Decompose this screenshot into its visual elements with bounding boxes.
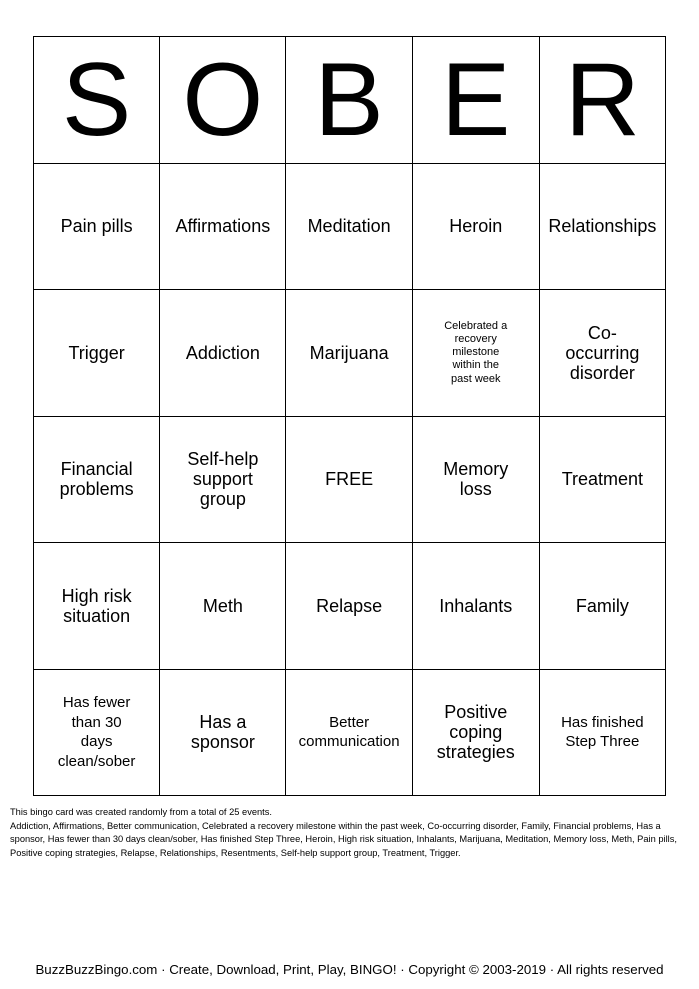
bingo-cell (34, 670, 160, 797)
cell-text: Has a sponsor (190, 712, 255, 753)
cell-text: FREE (325, 469, 374, 490)
header-letter: E (441, 41, 511, 158)
cell-text: Relapse (316, 595, 383, 616)
bingo-cell (160, 290, 286, 417)
bingo-cell (413, 543, 540, 670)
bingo-cell (540, 670, 666, 797)
cell-text: Has fewer than 30 days clean/sober (57, 694, 136, 770)
cell-text: Addiction (185, 342, 260, 363)
cell-text: High risk situation (61, 585, 132, 626)
bingo-cell (413, 290, 540, 417)
cell-text: Memory loss (443, 459, 509, 500)
bingo-cell (160, 543, 286, 670)
bingo-cell (413, 670, 540, 797)
bingo-cell (34, 417, 160, 544)
bingo-cell (540, 164, 666, 291)
cell-text: Has finished Step Three (561, 713, 644, 751)
bingo-cell (286, 670, 412, 797)
header-letter-o (160, 37, 286, 164)
bingo-card (33, 36, 666, 796)
cell-text: Meth (202, 595, 243, 616)
header-letter-s (34, 37, 160, 164)
bingo-cell (34, 543, 160, 670)
header-letter-b (286, 37, 412, 164)
bingo-cell (413, 417, 540, 544)
note-summary: This bingo card was created randomly from a total of 25 events. (10, 807, 272, 817)
header-letter-r (540, 37, 666, 164)
bingo-cell (286, 290, 412, 417)
header-letter: S (61, 41, 132, 158)
note-event-list: Addiction, Affirmations, Better communication, Celebrated a recovery milestone within the past week, Co-occurring disorder, Family, Financial problems, Has a sponsor, Has fewer than 30 days clean/sober, Has finished Step Three, Heroin, High risk situation, Inhalants, Marijuana, Meditation, Memory loss, Meth, Pain pills, Positive coping strategies, Relapse, Relationships, Resentments, Self-help support group, Treatment, Trigger. (10, 820, 677, 858)
bingo-cell (160, 417, 286, 544)
header-letter: O (182, 41, 264, 158)
cell-text: Family (575, 595, 629, 616)
bingo-cell (34, 290, 160, 417)
bingo-cell (540, 290, 666, 417)
bingo-cell (286, 543, 412, 670)
cell-text: Better communication (298, 713, 400, 751)
free-space (286, 417, 412, 544)
cell-text: Self-help support group (187, 449, 259, 510)
bingo-cell (34, 164, 160, 291)
bingo-cell (413, 164, 540, 291)
cell-text: Trigger (68, 342, 125, 363)
cell-text: Relationships (548, 216, 657, 237)
cell-text: Pain pills (60, 216, 133, 237)
cell-text: Meditation (307, 216, 391, 237)
cell-text: Marijuana (309, 342, 389, 363)
header-letter: B (314, 41, 384, 158)
cell-text: Celebrated a recovery milestone within the past week (444, 319, 508, 385)
header-letter: R (564, 41, 640, 158)
copyright-footer: BuzzBuzzBingo.com · Create, Download, Print, Play, BINGO! · Copyright © 2003-2019 · All rights reserved (35, 962, 664, 977)
cell-text: Affirmations (175, 216, 271, 237)
bingo-cell (160, 670, 286, 797)
bingo-cell (286, 164, 412, 291)
cell-text: Inhalants (439, 595, 513, 616)
cell-text: Co-occurring disorder (565, 322, 640, 383)
cell-text: Heroin (449, 216, 503, 237)
cell-text: Treatment (561, 469, 644, 490)
bingo-cell (540, 543, 666, 670)
bingo-cell (160, 164, 286, 291)
cell-text: Positive coping strategies (436, 702, 515, 763)
bingo-cell (540, 417, 666, 544)
header-letter-e (413, 37, 540, 164)
event-list-note (10, 806, 690, 860)
cell-text: Financial problems (59, 459, 134, 500)
